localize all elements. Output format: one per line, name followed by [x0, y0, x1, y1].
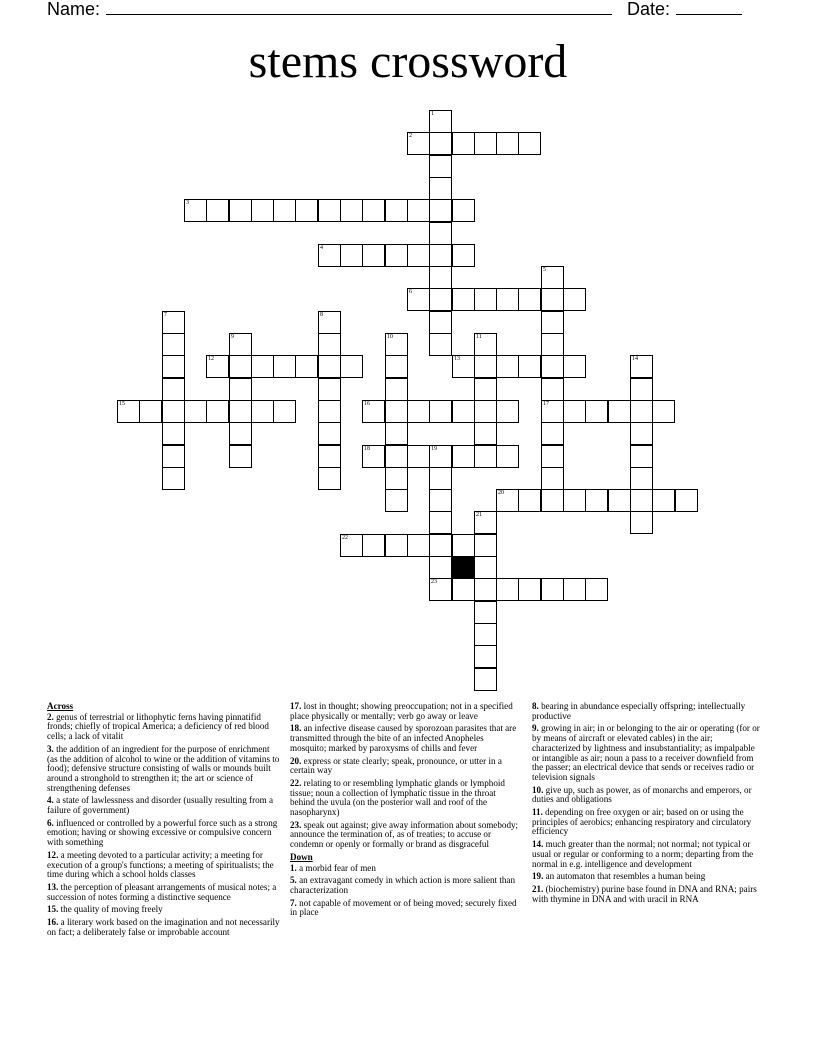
grid-cell[interactable] — [474, 601, 497, 624]
grid-cell[interactable] — [630, 511, 653, 534]
clue-item-number: 22. — [290, 777, 302, 788]
grid-cell[interactable] — [630, 378, 653, 401]
grid-cell[interactable] — [541, 400, 564, 423]
clue-item-text: lost in thought; showing preoccupation; not in a specified place physically or mentally; verb go away or leave — [290, 701, 513, 721]
grid-cell[interactable] — [429, 511, 452, 534]
grid-cell[interactable] — [206, 400, 229, 423]
grid-cell[interactable] — [229, 333, 252, 356]
grid-cell[interactable] — [162, 378, 185, 401]
clue-number: 14 — [632, 356, 638, 362]
clue-number: 16 — [364, 401, 370, 407]
grid-cell[interactable] — [273, 199, 296, 222]
grid-cell[interactable] — [541, 266, 564, 289]
grid-cell[interactable] — [474, 333, 497, 356]
clue-item-number: 7. — [290, 897, 297, 908]
grid-cell[interactable] — [251, 400, 274, 423]
grid-cell[interactable] — [541, 422, 564, 445]
clue-item — [290, 876, 522, 895]
grid-cell[interactable] — [429, 199, 452, 222]
grid-cell[interactable] — [452, 199, 475, 222]
clue-item-number: 8. — [532, 701, 539, 711]
grid-cell[interactable] — [385, 378, 408, 401]
grid-cell[interactable] — [474, 400, 497, 423]
grid-cell[interactable] — [630, 489, 653, 512]
grid-cell[interactable] — [541, 489, 564, 512]
grid-cell[interactable] — [206, 199, 229, 222]
clue-item-number: 17. — [290, 701, 302, 711]
grid-cell[interactable] — [585, 400, 608, 423]
grid-cell[interactable] — [518, 355, 541, 378]
grid-cell[interactable] — [273, 355, 296, 378]
grid-cell[interactable] — [518, 489, 541, 512]
clue-item — [47, 819, 282, 848]
grid-cell[interactable] — [541, 467, 564, 490]
grid-cell[interactable] — [474, 288, 497, 311]
clue-item-text: a meeting devoted to a particular activity; a meeting for execution of a group's functions; a meeting of spiritualists; the time during which a school holds classes — [47, 849, 274, 880]
down-heading: Down — [290, 851, 313, 862]
grid-cell[interactable] — [184, 400, 207, 423]
grid-cell[interactable] — [385, 445, 408, 468]
blocked-cell — [452, 556, 475, 579]
grid-cell[interactable] — [585, 489, 608, 512]
grid-cell[interactable] — [162, 355, 185, 378]
grid-cell[interactable] — [474, 355, 497, 378]
clues-column-3 — [532, 702, 760, 907]
clue-item-text: give up, such as power, as of monarchs and emperors, or duties and obligations — [532, 784, 752, 805]
grid-cell[interactable] — [295, 199, 318, 222]
grid-cell[interactable] — [541, 311, 564, 334]
clue-item-number: 3. — [47, 743, 54, 754]
grid-cell[interactable] — [429, 311, 452, 334]
grid-cell[interactable] — [407, 132, 430, 155]
grid-cell[interactable] — [474, 556, 497, 579]
across-clue-list — [47, 713, 282, 938]
grid-cell[interactable] — [429, 177, 452, 200]
grid-cell[interactable] — [630, 467, 653, 490]
clue-item — [47, 796, 282, 815]
clue-item — [290, 779, 522, 818]
down-clue-list-continued — [532, 702, 760, 904]
grid-cell[interactable] — [318, 422, 341, 445]
grid-cell[interactable] — [452, 445, 475, 468]
grid-cell[interactable] — [318, 244, 341, 267]
grid-cell[interactable] — [340, 534, 363, 557]
grid-cell[interactable] — [541, 378, 564, 401]
clue-number: 8 — [320, 312, 323, 318]
grid-cell[interactable] — [340, 355, 363, 378]
grid-cell[interactable] — [318, 355, 341, 378]
clue-item-text: bearing in abundance especially offspring; intellectually productive — [532, 701, 746, 721]
grid-cell[interactable] — [318, 311, 341, 334]
grid-cell[interactable] — [229, 378, 252, 401]
grid-cell[interactable] — [474, 445, 497, 468]
grid-cell[interactable] — [496, 355, 519, 378]
grid-cell[interactable] — [318, 445, 341, 468]
grid-cell[interactable] — [251, 355, 274, 378]
clue-item — [47, 918, 282, 937]
grid-cell[interactable] — [385, 199, 408, 222]
clue-item — [532, 885, 760, 904]
grid-cell[interactable] — [407, 244, 430, 267]
grid-cell[interactable] — [229, 400, 252, 423]
grid-cell[interactable] — [608, 489, 631, 512]
clue-item-text: a state of lawlessness and disorder (usually resulting from a failure of government) — [47, 795, 274, 816]
grid-cell[interactable] — [474, 623, 497, 646]
clue-item — [532, 702, 760, 721]
clue-number: 1 — [431, 111, 434, 117]
clue-item-number: 4. — [47, 795, 54, 806]
grid-cell[interactable] — [474, 511, 497, 534]
grid-cell[interactable] — [541, 578, 564, 601]
grid-cell[interactable] — [652, 489, 675, 512]
grid-cell[interactable] — [295, 355, 318, 378]
grid-cell[interactable] — [162, 422, 185, 445]
grid-cell[interactable] — [452, 578, 475, 601]
grid-cell[interactable] — [162, 467, 185, 490]
grid-cell[interactable] — [541, 355, 564, 378]
grid-cell[interactable] — [407, 400, 430, 423]
grid-cell[interactable] — [630, 400, 653, 423]
clue-number: 12 — [208, 356, 214, 362]
clue-item-text: the perception of pleasant arrangements of musical notes; a succession of notes forming a distinctive sequence — [47, 881, 277, 902]
grid-cell[interactable] — [318, 467, 341, 490]
clue-item — [47, 713, 282, 742]
clue-item-text: a morbid fear of men — [296, 862, 376, 873]
grid-cell[interactable] — [407, 445, 430, 468]
grid-cell[interactable] — [429, 578, 452, 601]
clues-column-1 — [47, 702, 282, 940]
page-title: stems crossword — [248, 35, 568, 88]
grid-cell[interactable] — [318, 199, 341, 222]
grid-cell[interactable] — [362, 400, 385, 423]
grid-cell[interactable] — [117, 400, 140, 423]
grid-cell[interactable] — [229, 445, 252, 468]
clue-item-text: depending on free oxygen or air; based on or using the principles of aerobics; enhancing respiratory and circulatory efficiency — [532, 807, 752, 837]
clue-number: 5 — [543, 267, 546, 273]
clue-item — [290, 724, 522, 753]
clue-item-number: 9. — [532, 723, 539, 734]
grid-cell[interactable] — [496, 400, 519, 423]
clue-number: 13 — [454, 356, 460, 362]
grid-cell[interactable] — [162, 311, 185, 334]
clue-item — [532, 840, 760, 869]
grid-cell[interactable] — [474, 132, 497, 155]
grid-cell[interactable] — [630, 422, 653, 445]
clue-item-text: the addition of an ingredient for the purpose of enrichment (as the addition of alcohol to wine or the addition of vitamins to food); defensive structure consisting of walls or mounds built around a stronghold to strengthen it; the art or science of strengthening defenses — [47, 743, 280, 793]
grid-cell[interactable] — [429, 556, 452, 579]
grid-cell[interactable] — [229, 199, 252, 222]
grid-cell[interactable] — [362, 244, 385, 267]
clue-item — [290, 864, 522, 874]
clue-item — [290, 821, 522, 850]
grid-cell[interactable] — [474, 578, 497, 601]
clue-item-text: an automaton that resembles a human being — [543, 871, 706, 882]
grid-cell[interactable] — [184, 199, 207, 222]
grid-cell[interactable] — [318, 333, 341, 356]
grid-cell[interactable] — [496, 288, 519, 311]
grid-cell[interactable] — [563, 288, 586, 311]
grid-cell[interactable] — [318, 378, 341, 401]
clue-item-number: 5. — [290, 875, 297, 886]
clue-number: 21 — [476, 512, 482, 518]
clue-item-number: 11. — [532, 807, 543, 818]
grid-cell[interactable] — [362, 199, 385, 222]
grid-cell[interactable] — [407, 288, 430, 311]
grid-cell[interactable] — [630, 445, 653, 468]
grid-cell[interactable] — [474, 668, 497, 691]
grid-cell[interactable] — [429, 333, 452, 356]
grid-cell[interactable] — [385, 422, 408, 445]
grid-cell[interactable] — [340, 199, 363, 222]
grid-cell[interactable] — [474, 422, 497, 445]
clue-number: 19 — [431, 446, 437, 452]
grid-cell[interactable] — [496, 132, 519, 155]
clue-item — [47, 745, 282, 794]
grid-cell[interactable] — [251, 199, 274, 222]
grid-cell[interactable] — [429, 445, 452, 468]
clue-number: 17 — [543, 401, 549, 407]
grid-cell[interactable] — [452, 534, 475, 557]
clue-item-number: 10. — [532, 784, 544, 795]
grid-cell[interactable] — [429, 467, 452, 490]
grid-cell[interactable] — [675, 489, 698, 512]
clue-item — [47, 851, 282, 880]
clue-item — [532, 872, 760, 882]
clue-number: 3 — [186, 200, 189, 206]
grid-cell[interactable] — [452, 244, 475, 267]
clue-item-number: 21. — [532, 883, 544, 894]
clue-number: 7 — [164, 312, 167, 318]
grid-cell[interactable] — [452, 288, 475, 311]
grid-cell[interactable] — [563, 578, 586, 601]
clue-item-text: not capable of movement or of being moved; securely fixed in place — [290, 897, 517, 918]
grid-cell[interactable] — [429, 400, 452, 423]
clue-item-text: growing in air; in or belonging to the air or operating (for or by means of aircraft or elevated cables) in the air; characterized by lightness and insubstantiality; as impalpable or intangible as air; noun a pass to a receiver downfield from the passer; an electrical device that sends or receives radio or television signals — [532, 723, 760, 782]
grid-cell[interactable] — [162, 333, 185, 356]
grid-cell[interactable] — [429, 244, 452, 267]
clue-item — [532, 786, 760, 805]
clue-item-text: influenced or controlled by a powerful force such as a strong emotion; having or showing excessive or compulsive concern with something — [47, 817, 278, 848]
grid-cell[interactable] — [496, 489, 519, 512]
grid-cell[interactable] — [162, 445, 185, 468]
grid-cell[interactable] — [340, 244, 363, 267]
clue-item-number: 14. — [532, 839, 544, 850]
clue-item — [47, 883, 282, 902]
date-label: Date: — [627, 0, 671, 19]
down-clue-list — [290, 864, 522, 919]
grid-cell[interactable] — [452, 400, 475, 423]
grid-cell[interactable] — [518, 132, 541, 155]
grid-cell[interactable] — [652, 400, 675, 423]
clue-item — [532, 724, 760, 782]
grid-cell[interactable] — [541, 445, 564, 468]
grid-cell[interactable] — [362, 445, 385, 468]
grid-cell[interactable] — [385, 467, 408, 490]
clue-number: 18 — [364, 446, 370, 452]
clue-item-text: speak out against; give away information about somebody; announce the termination of, as of treaties; to accuse or condemn or openly or formally or brand as disgraceful — [290, 819, 519, 850]
grid-cell[interactable] — [474, 645, 497, 668]
clue-number: 9 — [231, 334, 234, 340]
clue-item-number: 16. — [47, 917, 59, 928]
grid-cell[interactable] — [429, 489, 452, 512]
grid-cell[interactable] — [429, 266, 452, 289]
grid-cell[interactable] — [563, 355, 586, 378]
clue-number: 10 — [387, 334, 393, 340]
grid-cell[interactable] — [630, 355, 653, 378]
clue-number: 23 — [431, 579, 437, 585]
clue-item-number: 13. — [47, 881, 59, 892]
across-clue-list-continued — [290, 702, 522, 850]
clue-item — [532, 808, 760, 837]
grid-cell[interactable] — [385, 244, 408, 267]
clue-item-number: 19. — [532, 871, 544, 882]
grid-cell[interactable] — [563, 400, 586, 423]
grid-cell[interactable] — [452, 355, 475, 378]
clue-item-number: 1. — [290, 862, 297, 873]
grid-cell[interactable] — [318, 400, 341, 423]
grid-cell[interactable] — [273, 400, 296, 423]
grid-cell[interactable] — [162, 400, 185, 423]
grid-cell[interactable] — [407, 199, 430, 222]
grid-cell[interactable] — [362, 534, 385, 557]
clue-number: 2 — [409, 133, 412, 139]
grid-cell[interactable] — [206, 355, 229, 378]
clue-number: 11 — [476, 334, 482, 340]
grid-cell[interactable] — [474, 534, 497, 557]
grid-cell[interactable] — [608, 400, 631, 423]
grid-cell[interactable] — [407, 534, 430, 557]
clue-item-number: 18. — [290, 723, 302, 734]
grid-cell[interactable] — [429, 132, 452, 155]
grid-cell[interactable] — [452, 132, 475, 155]
grid-cell[interactable] — [518, 578, 541, 601]
grid-cell[interactable] — [385, 489, 408, 512]
clue-item-number: 6. — [47, 817, 54, 828]
grid-cell[interactable] — [429, 110, 452, 133]
clue-item-text: express or state clearly; speak, pronounce, or utter in a certain way — [290, 755, 502, 776]
clue-item-text: (biochemistry) purine base found in DNA and RNA; pairs with thymine in DNA and with uracil in RNA — [532, 883, 757, 904]
clue-item-number: 15. — [47, 904, 59, 915]
clue-item — [290, 899, 522, 918]
clue-number: 15 — [119, 401, 125, 407]
grid-cell[interactable] — [139, 400, 162, 423]
grid-cell[interactable] — [429, 155, 452, 178]
grid-cell[interactable] — [496, 445, 519, 468]
clue-item-text: a literary work based on the imagination and not necessarily on fact; a deliberately false or improbable account — [47, 917, 280, 937]
grid-cell[interactable] — [496, 578, 519, 601]
clues-column-2 — [290, 702, 522, 921]
grid-cell[interactable] — [518, 288, 541, 311]
clue-item-text: relating to or resembling lymphatic glands or lymphoid tissue; noun a collection of lymphatic tissue in the throat behind the uvula (on the posterior wall and roof of the nasopharynx) — [290, 777, 505, 818]
grid-cell[interactable] — [385, 333, 408, 356]
grid-cell[interactable] — [585, 578, 608, 601]
clue-item-text: much greater than the normal; not normal; not typical or usual or regular or conforming to a norm; departing from the normal in e.g. intelligence and development — [532, 839, 754, 869]
grid-cell[interactable] — [429, 534, 452, 557]
clue-item-text: genus of terrestrial or lithophytic ferns having pinnatifid fronds; chiefly of tropical America; a deficiency of red blood cells; a lack of vitalit — [47, 711, 269, 742]
clue-item-text: the quality of moving freely — [58, 904, 163, 915]
clue-number: 4 — [320, 245, 323, 251]
grid-cell[interactable] — [229, 422, 252, 445]
grid-cell[interactable] — [563, 489, 586, 512]
clue-number: 6 — [409, 289, 412, 295]
grid-cell[interactable] — [385, 534, 408, 557]
name-label: Name: — [47, 0, 101, 19]
grid-cell[interactable] — [229, 355, 252, 378]
clue-item-number: 2. — [47, 711, 54, 722]
clue-item — [47, 905, 282, 915]
grid-cell[interactable] — [474, 378, 497, 401]
clue-number: 22 — [342, 535, 348, 541]
clue-number: 20 — [498, 490, 504, 496]
grid-cell[interactable] — [429, 288, 452, 311]
clue-item-number: 23. — [290, 819, 302, 830]
grid-cell[interactable] — [385, 355, 408, 378]
clue-item-text: an extravagant comedy in which action is more salient than characterization — [290, 875, 516, 895]
clue-item — [290, 757, 522, 776]
grid-cell[interactable] — [541, 288, 564, 311]
clue-item-number: 20. — [290, 755, 302, 766]
clue-item — [290, 702, 522, 721]
grid-cell[interactable] — [429, 222, 452, 245]
clue-item-number: 12. — [47, 849, 59, 860]
clue-item-text: an infective disease caused by sporozoan parasites that are transmitted through the bite of an infected Anopheles mosquito; marked by paroxysms of chills and fever — [290, 723, 517, 753]
grid-cell[interactable] — [385, 400, 408, 423]
across-heading: Across — [47, 701, 74, 711]
grid-cell[interactable] — [541, 333, 564, 356]
